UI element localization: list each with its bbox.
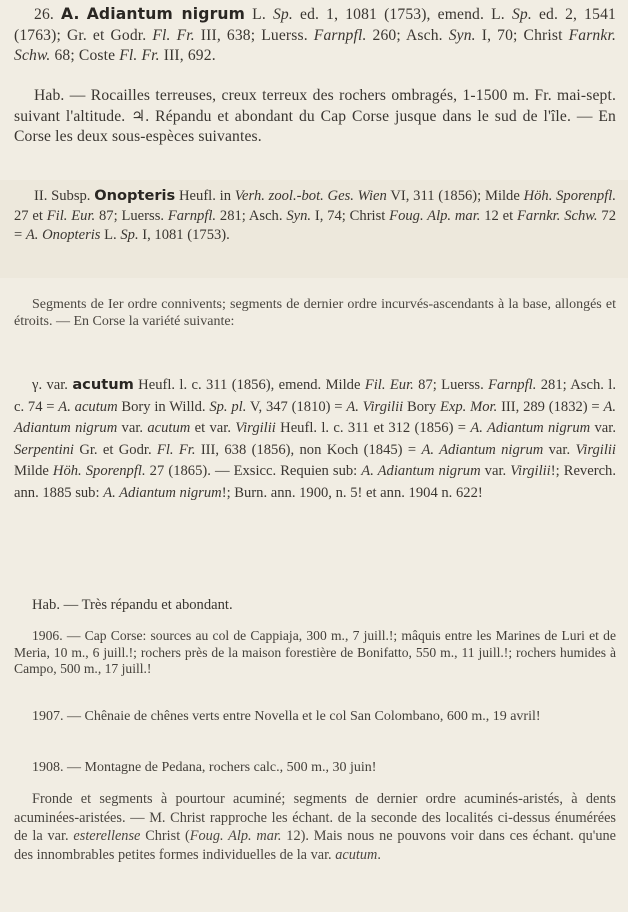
text-run: Höh. Sporenpfl. — [523, 188, 616, 204]
text-run: I, 74; Christ — [311, 207, 390, 224]
text-run: var. — [480, 463, 511, 480]
text-run: Farnkr. Schw. — [14, 26, 616, 65]
text-run: Syn. — [448, 26, 476, 44]
text-run: Foug. Alp. mar. — [189, 828, 282, 845]
text-run: III, 638 (1856), non Koch (1845) = — [195, 441, 422, 458]
text-run: Virgilii — [235, 420, 276, 437]
text-run: Heufl. in — [175, 188, 235, 204]
text-run: var. — [117, 420, 148, 437]
text-run: Verh. zool.-bot. Ges. Wien — [234, 188, 387, 204]
text-run: III, 692. — [159, 47, 216, 65]
text-run: A. Adiantum nigrum — [103, 484, 222, 501]
text-run: . — [377, 846, 381, 863]
text-run: Serpentini — [14, 441, 74, 458]
text-run: 87; Luerss. — [413, 377, 489, 393]
text-run: !; Burn. ann. 1900, n. 5! et ann. 1904 n. 622! — [221, 484, 483, 501]
text-run: II. Subsp. — [34, 188, 95, 204]
text-run: Farnpfl. — [313, 26, 367, 44]
text-run: 281; Asch. — [216, 207, 287, 224]
entry-26-citation — [14, 4, 616, 67]
text-run: VI, 311 (1856); Milde — [386, 188, 524, 204]
text-run: 87; Luerss. — [95, 207, 168, 224]
text-run: L. — [100, 227, 121, 244]
text-run: esterellense — [73, 828, 141, 845]
final-remarks — [14, 790, 616, 864]
text-run: A. Adiantum nigrum — [14, 398, 617, 437]
text-run: 72 = — [14, 207, 616, 244]
text-run: Virgilii — [510, 463, 551, 480]
text-run: Virgilii — [575, 441, 616, 458]
text-run: ed. 2, 1541 (1763); Gr. et Godr. — [14, 6, 616, 44]
variety-name: acutum — [72, 376, 134, 393]
text-run: III, 289 (1832) = — [497, 398, 604, 415]
record-1908: 1908. — Montagne de Pedana, rochers calc., 500 m., 30 juin! — [32, 760, 377, 775]
text-run: Fil. Eur. — [46, 207, 96, 224]
text-run: ed. 1, 1081 (1753), emend. L. — [292, 6, 512, 23]
text-run: Sp. pl. — [209, 398, 247, 415]
text-run: Fl. Fr. — [156, 441, 196, 458]
text-run: Farnpfl. — [488, 377, 537, 393]
text-run: 281; Asch. l. c. 74 = — [14, 377, 616, 415]
text-run: Höh. Sporenpfl. — [52, 463, 146, 480]
text-run: A. Adiantum nigrum — [421, 441, 544, 458]
subsp-2-citation — [14, 186, 616, 246]
entry-number: 26. — [34, 6, 54, 23]
text-run: 12 et — [480, 207, 518, 224]
text-run: 260; Asch. — [366, 26, 449, 44]
text-run: 27 (1865). — Exsicc. Requien sub: — [145, 463, 362, 480]
text-run: Bory — [403, 398, 440, 415]
text-run: A. Adiantum nigrum — [470, 420, 591, 437]
text-run: III, 638; Luerss. — [194, 26, 314, 44]
text-run: 12). Mais nous ne pouvons voir dans ces échant. qu'une des innombrables petites formes individuelles de la var. — [14, 828, 617, 863]
text-run: Exp. Mor. — [439, 398, 498, 415]
text-run: acutum — [147, 420, 191, 437]
text-run: L. — [245, 6, 273, 23]
text-run: Fil. Eur. — [364, 377, 414, 393]
text-run: !; Reverch. ann. 1885 sub: — [14, 463, 616, 501]
text-run: I, 1081 (1753). — [138, 227, 230, 244]
text-run: A. Onopteris — [25, 227, 101, 244]
text-run: γ. var. — [32, 377, 73, 393]
text-run: Sp. — [511, 6, 532, 23]
text-run: var. — [543, 441, 576, 458]
genus-abbrev: A. — [61, 5, 80, 23]
subsp-name: Onopteris — [94, 187, 176, 204]
text-run: Fl. Fr. — [152, 26, 195, 44]
var-acutum-citation — [14, 374, 616, 505]
text-run: Heufl. l. c. 311 (1856), emend. Milde — [133, 377, 365, 393]
text-run: Sp. — [120, 227, 139, 244]
text-run: A. Virgilii — [346, 398, 404, 415]
text-run: acutum — [335, 846, 378, 863]
text-run: A. acutum — [58, 398, 118, 415]
text-run: Gr. et Godr. — [74, 441, 157, 458]
text-run: Sp. — [272, 6, 293, 23]
entry-26-habitat: Hab. — Rocailles terreuses, creux terreux des rochers ombragés, 1-1500 m. Fr. mai-sept. suivant l'altitude. ♃. Répandu et abondant du Cap Corse jusque dans le sud de l'île. — En Corse les deux sous-espèces suivantes. — [14, 87, 616, 146]
record-1906: 1906. — Cap Corse: sources au col de Cappiaja, 300 m., 7 juill.!; mâquis entre les Marines de Luri et de Meria, 10 m., 6 juill.!; rochers près de la maison forestière de Bonifatto, 550 m., 11 juill.!; rochers humides à Campo, 500 m., 17 juill.! — [14, 628, 616, 676]
text-run: Christ ( — [140, 828, 190, 845]
text-run: Foug. Alp. mar. — [389, 207, 481, 224]
text-run: Bory in Willd. — [117, 398, 210, 415]
text-run: V, 347 (1810) = — [246, 398, 347, 415]
species-name: Adiantum nigrum — [86, 5, 246, 23]
text-run: Milde — [14, 463, 53, 480]
text-run: Fl. Fr. — [119, 47, 160, 65]
text-run: A. Adiantum nigrum — [361, 463, 481, 480]
text-run: Farnpfl. — [167, 207, 217, 224]
text-run: 27 et — [14, 207, 47, 224]
text-run: Syn. — [286, 207, 312, 224]
subsp-2-description: Segments de Ier ordre connivents; segments de dernier ordre incurvés-ascendants à la base, allongés et étroits. — En Corse la variété suivante: — [14, 297, 616, 330]
text-run: Fronde et segments à pourtour acuminé; segments de dernier ordre acuminés-aristés, à dents acuminées-aristées. — M. Christ rapproche les échant. de la seconde des localités ci-dessus énumérées de la var. — [14, 791, 616, 845]
text-run: var. — [590, 420, 616, 437]
text-run: I, 70; Christ — [475, 26, 569, 44]
text-run: et var. — [190, 420, 236, 437]
text-run: Heufl. l. c. 311 et 312 (1856) = — [275, 420, 471, 437]
text-run: 68; Coste — [50, 47, 120, 65]
text-run: Farnkr. Schw. — [517, 207, 598, 224]
var-acutum-habitat: Hab. — Très répandu et abondant. — [32, 597, 233, 613]
record-1907: 1907. — Chênaie de chênes verts entre Novella et le col San Colombano, 600 m., 19 avril! — [32, 709, 541, 724]
